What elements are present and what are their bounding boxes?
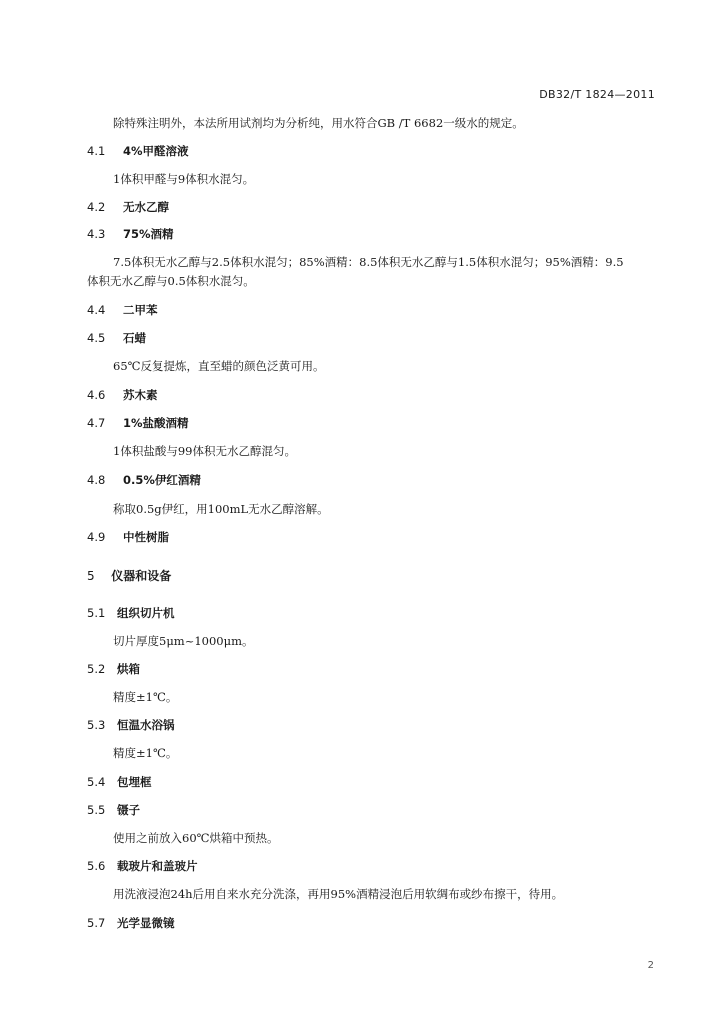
section-text: 精度±1℃。: [113, 746, 178, 760]
section-number: 4.5: [87, 331, 106, 345]
section-number: 4.1: [87, 144, 106, 158]
section-title: 光学显微镜: [117, 916, 175, 930]
section-5-7: [87, 916, 175, 930]
section-5: [87, 569, 171, 583]
section-title: 包埋框: [117, 775, 152, 789]
section-number: 4.8: [87, 473, 106, 487]
section-title: 苏木素: [123, 388, 158, 402]
section-4-5: [87, 331, 146, 345]
section-number: 4.3: [87, 227, 106, 241]
intro-paragraph: 除特殊注明外，本法所用试剂均为分析纯，用水符合GB /T 6682一级水的规定。: [113, 116, 524, 130]
section-4-4: [87, 303, 158, 317]
section-title: 1%盐酸酒精: [123, 416, 189, 430]
section-title: 镊子: [117, 803, 141, 817]
section-5-5: [87, 803, 140, 817]
section-text: 切片厚度5μm~1000μm。: [113, 634, 254, 648]
section-title: 烘箱: [117, 662, 141, 676]
page-number: 2: [647, 960, 654, 971]
section-text: 称取0.5g伊红，用100mL无水乙醇溶解。: [113, 502, 329, 516]
section-number: 4.6: [87, 388, 106, 402]
section-4-3: [87, 227, 174, 241]
section-number: 5.1: [87, 606, 106, 620]
section-number: 4.7: [87, 416, 106, 430]
section-title: 仪器和设备: [111, 569, 172, 583]
section-title: 无水乙醇: [123, 200, 170, 214]
section-4-8: [87, 473, 201, 487]
section-title: 0.5%伊红酒精: [123, 473, 201, 487]
section-5-3: [87, 718, 175, 732]
section-text: 7.5体积无水乙醇与2.5体积水混匀；85%酒精：8.5体积无水乙醇与1.5体积水混匀；95%酒精：9.5: [113, 255, 624, 269]
section-number: 4.4: [87, 303, 106, 317]
section-5-2: [87, 662, 140, 676]
section-title: 75%酒精: [123, 227, 174, 241]
section-title: 组织切片机: [117, 606, 175, 620]
section-title: 中性树脂: [123, 530, 170, 544]
section-5-4: [87, 775, 152, 789]
section-number: 4.2: [87, 200, 106, 214]
section-4-6: [87, 388, 158, 402]
section-4-1: [87, 144, 189, 158]
section-4-7: [87, 416, 189, 430]
section-number: 5.5: [87, 803, 106, 817]
section-title: 石蜡: [123, 331, 147, 345]
section-number: 5.3: [87, 718, 106, 732]
section-number: 4.9: [87, 530, 106, 544]
section-title: 二甲苯: [123, 303, 158, 317]
section-number: 5.6: [87, 859, 106, 873]
section-text: 使用之前放入60℃烘箱中预热。: [113, 831, 279, 845]
section-text: 1体积甲醛与9体积水混匀。: [113, 172, 255, 186]
section-4-2: [87, 200, 169, 214]
document-code: DB32/T 1824—2011: [539, 88, 655, 101]
section-number: 5.7: [87, 916, 106, 930]
section-title: 载玻片和盖玻片: [117, 859, 198, 873]
section-number: 5.4: [87, 775, 106, 789]
section-text: 1体积盐酸与99体积无水乙醇混匀。: [113, 444, 296, 458]
section-5-1: [87, 606, 175, 620]
section-number: 5.2: [87, 662, 106, 676]
section-text: 65℃反复提炼，直至蜡的颜色泛黄可用。: [113, 359, 325, 373]
section-text: 精度±1℃。: [113, 690, 178, 704]
section-title: 恒温水浴锅: [117, 718, 175, 732]
section-5-6: [87, 859, 198, 873]
section-text: 用洗液浸泡24h后用自来水充分洗涤，再用95%酒精浸泡后用软绸布或纱布擦干，待用。: [113, 887, 564, 901]
section-title: 4%甲醛溶液: [123, 144, 189, 158]
section-4-9: [87, 530, 169, 544]
section-text-continued: 体积无水乙醇与0.5体积水混匀。: [87, 274, 255, 288]
section-number: 5: [87, 569, 95, 583]
